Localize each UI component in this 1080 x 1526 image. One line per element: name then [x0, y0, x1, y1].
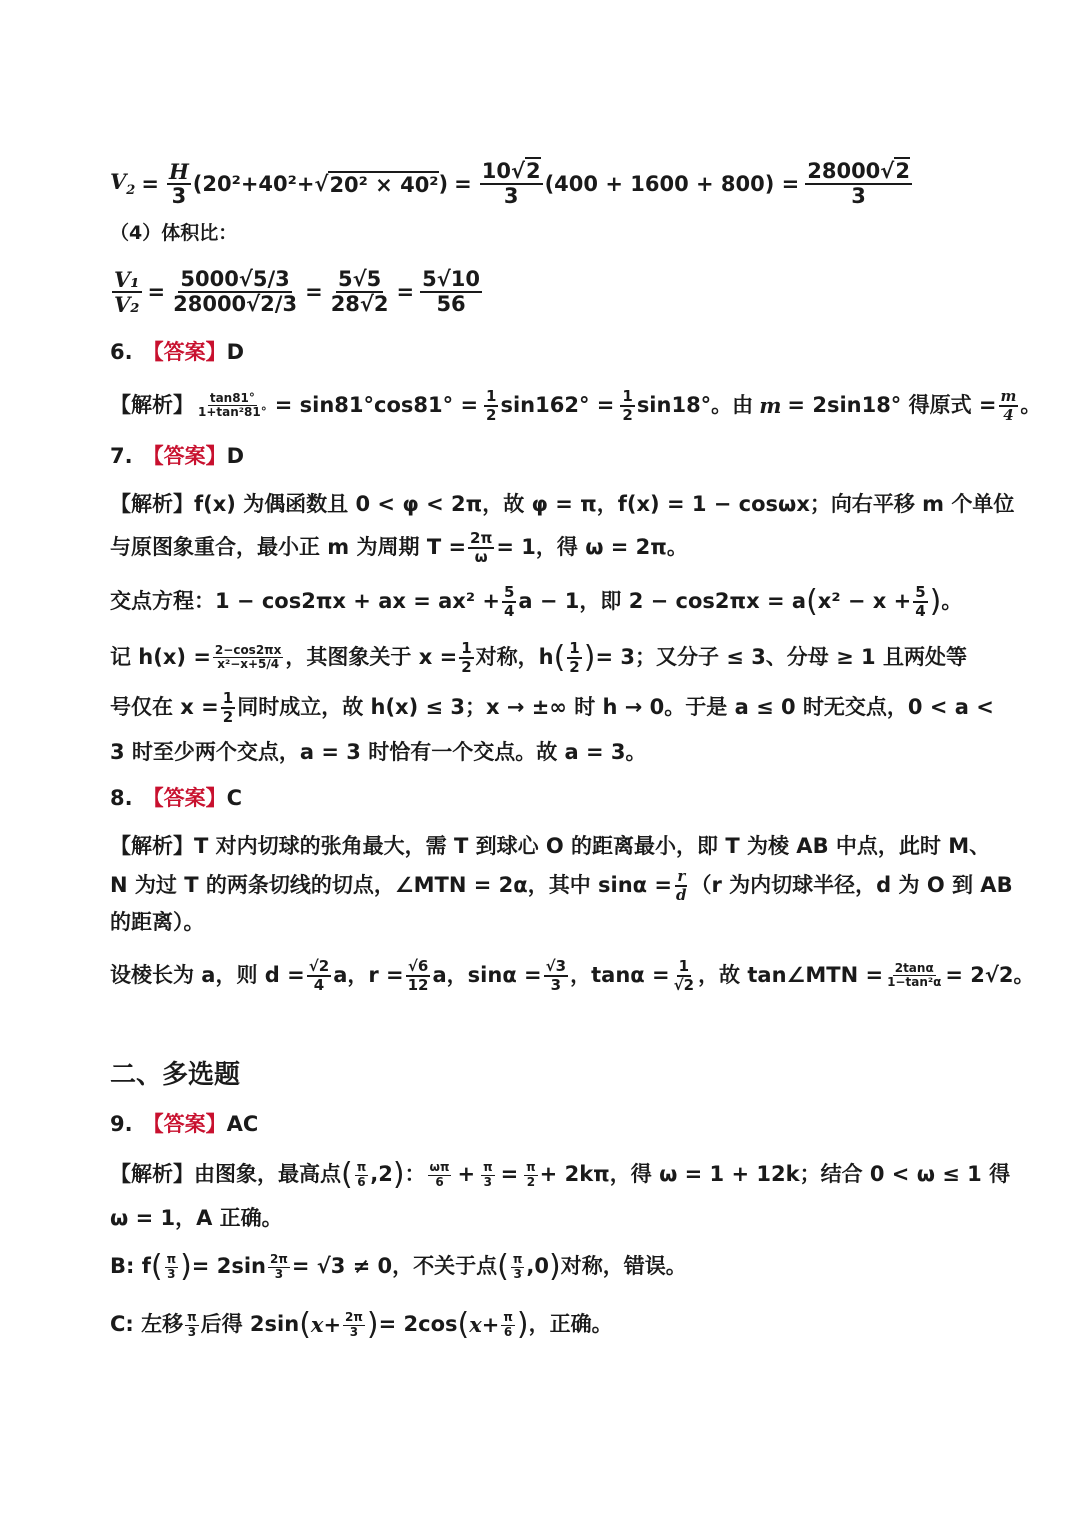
- q6-answer: 6. 【答案】 D: [110, 340, 245, 364]
- fraction-half: $\frac{1}{2}$: [486, 387, 497, 424]
- q9-answer-value: AC: [226, 1112, 259, 1136]
- fraction-double-angle: $\frac{2\tan\alpha}{\text{1−tan²α}}$: [887, 960, 942, 989]
- fraction-2pi-over-3: $\frac{2\pi}{3}$: [345, 1310, 363, 1339]
- middle-expression: (400 + 1600 + 800) =: [544, 171, 800, 196]
- fraction-pi-over-3: $\frac{\pi}{3}$: [166, 1252, 177, 1281]
- fraction-5-over-4: $\frac{5}{4}$: [503, 583, 515, 620]
- fraction-tan81: $\frac{\tan 81^\circ}{\text{1+tan²81°}}$: [198, 390, 267, 419]
- fraction-pi-over-3: $\frac{\pi}{3}$: [483, 1160, 493, 1189]
- q6-analysis: 【解析】 $\frac{\tan 81^\circ}{\text{1+tan²81°}}$ = sin81°cos81° = $\frac{1}{2}$ sin162° = $\frac{1}{2}$ sin18°。由 m = 2sin18° 得原式 = $\frac{m}{4}$ 。: [110, 387, 1042, 424]
- q8-answer-value: C: [226, 786, 243, 810]
- fraction-pi-over-3: $\frac{\pi}{3}$: [512, 1252, 523, 1281]
- fraction-2pi-over-3: $\frac{2\pi}{3}$: [269, 1252, 288, 1281]
- q7-line-5: 号仅在 x = $\frac{1}{2}$ 同时成立，故 h(x) ≤ 3；x → ±∞ 时 h → 0。于是 a ≤ 0 时无交点，0 < a <: [110, 689, 994, 726]
- sqrt-body: 20² × 40²: [329, 172, 439, 197]
- q9-line-2: ω = 1，A 正确。: [110, 1206, 283, 1230]
- answer-tag: 【答案】: [142, 444, 227, 468]
- q7-line-3: 交点方程：1 − cos2πx + ax = ax² + $\frac{5}{4}$ a − 1，即 2 − cos2πx = a ( x² − x + $\frac{5}{4}$ ) 。: [110, 583, 963, 620]
- q7-line-4: 记 h(x) = $\frac{2-\cos 2\pi x}{\text{x²−x+5/4}}$ ，其图象关于 x = $\frac{1}{2}$ 对称，h ( $\frac{1}{2}$ ) = 3；又分子 ≤ 3、分母 ≥ 1 且两处等: [110, 639, 967, 676]
- q8-line-1: 【解析】T 对内切球的张角最大，需 T 到球心 O 的距离最小，即 T 为棱 AB 中点，此时 M、: [110, 834, 991, 858]
- equals: =: [141, 171, 159, 196]
- v2-lhs: $V_2$: [110, 169, 136, 199]
- q9-line-1: 【解析】由图象，最高点 ( $\frac{\pi}{6}$ ,2 ) ： $\frac{\omega\pi}{6}$ + $\frac{\pi}{3}$ = $\frac{\pi}{2}$ + 2kπ，得 ω = 1 + 12k；结合 0 < ω ≤ 1 得: [110, 1157, 1011, 1192]
- q8-line-3: 的距离）。: [110, 910, 205, 934]
- q6-answer-value: D: [226, 340, 245, 364]
- section-heading: 二、多选题: [110, 1060, 241, 1090]
- fraction-28000sqrt2-over-3: $\frac{28000√2}{3}$: [807, 159, 910, 209]
- q7-answer: 7. 【答案】 D: [110, 444, 245, 468]
- fraction-half: $\frac{1}{2}$: [222, 689, 234, 726]
- fraction-10sqrt2-over-3: $\frac{10√2}{3}$: [481, 159, 541, 209]
- fraction-5-over-4: $\frac{5}{4}$: [915, 583, 926, 620]
- fraction-half: $\frac{1}{2}$: [622, 387, 633, 424]
- fraction-omega-pi-over-6: $\frac{\omega\pi}{6}$: [429, 1160, 450, 1189]
- q8-line-4: 设棱长为 a，则 d = $\frac{√2}{4}$ a，r = $\frac{√6}{12}$ a，sinα = $\frac{√3}{3}$ ，tanα = $\frac{1}{√2}$ ，故 tan∠MTN = $\frac{2\tan\alpha}{\text{1−tan²α}}$ = 2√2。: [110, 957, 1035, 994]
- fraction-v1-over-v2: $\frac{\text{V₁}}{\text{V₂}}$: [114, 267, 140, 318]
- fraction-pi-over-3: $\frac{\pi}{3}$: [187, 1310, 197, 1339]
- fraction-ratio-2: $\frac{5√5}{28√2}$: [330, 267, 389, 317]
- fraction-r-over-d: $\frac{r}{d}$: [676, 867, 687, 904]
- answer-tag: 【答案】: [142, 786, 227, 810]
- fraction-tan: $\frac{1}{√2}$: [673, 957, 695, 994]
- answer-tag: 【答案】: [142, 340, 227, 364]
- step4-label: （4）体积比：: [110, 222, 238, 244]
- fraction-h-definition: $\frac{2-\cos 2\pi x}{\text{x²−x+5/4}}$: [214, 642, 282, 671]
- fraction-d: $\frac{√2}{4}$: [308, 957, 330, 994]
- paren-close: ): [438, 171, 449, 196]
- fraction-ratio-3: $\frac{5√10}{56}$: [422, 267, 480, 317]
- equals: =: [305, 279, 323, 304]
- answer-tag: 【答案】: [142, 1112, 227, 1136]
- fraction-half: $\frac{1}{2}$: [569, 639, 580, 676]
- equals: =: [147, 279, 166, 304]
- v2-formula-line: [110, 160, 914, 208]
- fraction-h-over-3: $\frac{H}{3}$: [168, 159, 189, 209]
- q7-line-1: 【解析】f(x) 为偶函数且 0 < φ < 2π，故 φ = π，f(x) = 1 − cosωx；向右平移 m 个单位: [110, 492, 1015, 516]
- volume-ratio-line: [110, 268, 484, 316]
- fraction-pi-over-6: $\frac{\pi}{6}$: [356, 1160, 367, 1189]
- fraction-2pi-over-omega: $\frac{2\pi}{\omega}$: [470, 529, 493, 566]
- q8-line-2: N 为过 T 的两条切线的切点，∠MTN = 2α，其中 sinα = $\frac{r}{d}$ （r 为内切球半径，d 为 O 到 AB: [110, 867, 1013, 904]
- fraction-ratio-1: $\frac{5000√5/3}{28000√2/3}$: [173, 267, 298, 317]
- fraction-pi-over-2: $\frac{\pi}{2}$: [526, 1160, 536, 1189]
- fraction-r: $\frac{√6}{12}$: [407, 957, 429, 994]
- q9-option-c: C: 左移 $\frac{\pi}{3}$ 后得 2sin ( x+ $\frac{2\pi}{3}$ ) = 2cos ( x+ $\frac{\pi}{6}$ ) ，正确。: [110, 1307, 613, 1342]
- equals: =: [396, 279, 415, 304]
- fraction-m-over-4: $\frac{m}{4}$: [1000, 387, 1017, 424]
- q7-line-6: 3 时至少两个交点，a = 3 时恰有一个交点。故 a = 3。: [110, 740, 647, 764]
- fraction-half: $\frac{1}{2}$: [461, 639, 472, 676]
- q7-line-2: 与原图象重合，最小正 m 为周期 T = $\frac{2\pi}{\omega}$ = 1，得 ω = 2π。: [110, 529, 688, 566]
- fraction-pi-over-6: $\frac{\pi}{6}$: [503, 1310, 513, 1339]
- q9-option-b: B: f ( $\frac{\pi}{3}$ ) = 2sin $\frac{2\pi}{3}$ = √3 ≠ 0，不关于点 ( $\frac{\pi}{3}$ ,0 ) 对称，错误。: [110, 1249, 687, 1284]
- equals: =: [454, 171, 472, 196]
- q7-answer-value: D: [226, 444, 245, 468]
- fraction-sin: $\frac{√3}{3}$: [545, 957, 567, 994]
- q9-answer: 9. 【答案】 AC: [110, 1112, 259, 1136]
- paren-body: (20²+40²+√: [192, 171, 329, 196]
- q8-answer: 8. 【答案】 C: [110, 786, 243, 810]
